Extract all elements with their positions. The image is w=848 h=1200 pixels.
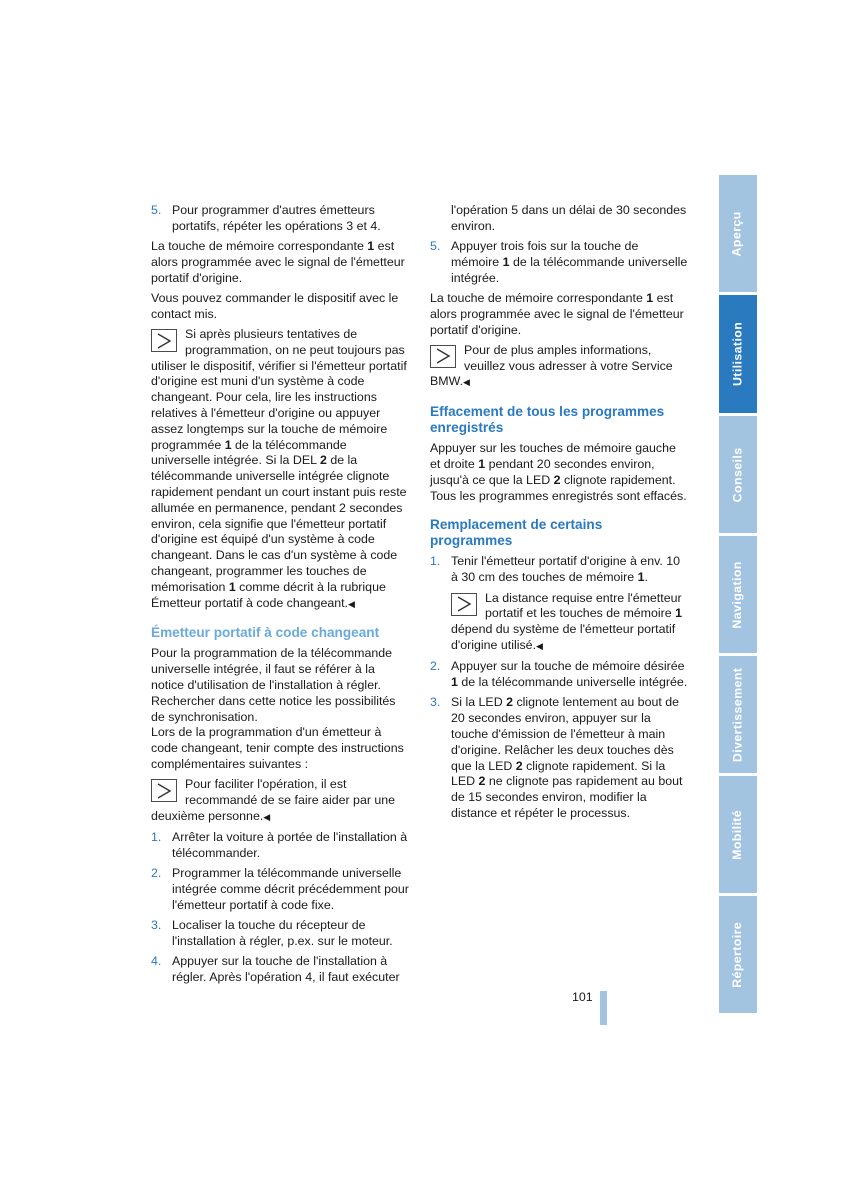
tab-repertoire[interactable] (719, 896, 757, 1013)
list-number: 3. (430, 695, 441, 710)
tab-conseils[interactable] (719, 416, 757, 533)
list-item (151, 830, 409, 862)
end-mark-icon: ◀ (463, 377, 470, 388)
text: Tenir l'émetteur portatif d'origine à env. 10 à 30 cm des touches de mémoire (451, 554, 681, 585)
list-number: 2. (430, 659, 441, 674)
text: Si après plusieurs tentatives de programmation, on ne peut toujours pas utiliser le dispositif, vérifier si l'émetteur portatif d'origine est muni d'un système à code changeant. Pour cela, lire les instructions relatives à l'émetteur d'origine ou appuyer assez longtemps sur la touche de mémoire programmée (151, 327, 407, 452)
text: Appuyer sur la touche de mémoire désirée (451, 659, 685, 674)
list-number: 1. (430, 554, 441, 569)
left-column (151, 203, 409, 990)
ref-number: 2 (553, 472, 561, 487)
note-block (451, 591, 688, 655)
ref-number: 1 (224, 437, 232, 452)
section-heading: Remplacement de certains programmes (430, 517, 603, 549)
list-text: Programmer la télécommande universelle intégrée comme décrit précédemment pour l'émetteur portatif à code fixe. (172, 866, 409, 912)
text: La touche de mémoire correspondante (430, 290, 647, 305)
list-item (430, 239, 688, 286)
text: clignote rapidement. Si la LED (451, 758, 666, 789)
ref-number: 1 (228, 579, 236, 594)
section-tabs (719, 175, 757, 1016)
list-number: 2. (151, 866, 162, 881)
list-text: Pour programmer d'autres émetteurs portatifs, répéter les opérations 3 et 4. (172, 203, 381, 233)
note-arrow-icon (151, 779, 177, 802)
list-text: Arrêter la voiture à portée de l'installation à télécommander. (172, 830, 408, 860)
tab-navigation[interactable] (719, 536, 757, 653)
ref-number: 1 (451, 675, 458, 690)
list-text: Localiser la touche du récepteur de l'installation à régler, p.ex. sur le moteur. (172, 918, 393, 948)
ref-number: 1 (675, 606, 682, 621)
paragraph (151, 239, 409, 286)
text: Pour de plus amples informations, veuillez vous adresser à votre Service BMW. (430, 342, 673, 389)
list-text: l'opération 5 dans un délai de 30 secondes environ. (451, 203, 687, 233)
list-number: 3. (151, 918, 162, 933)
tab-utilisation[interactable] (719, 295, 757, 413)
list-item (151, 203, 409, 235)
tab-label: Navigation (730, 560, 745, 629)
ref-number: 1 (637, 570, 645, 585)
note-arrow-icon (151, 329, 177, 352)
ref-number: 1 (502, 254, 510, 269)
note-block (151, 327, 409, 612)
section-heading: Émetteur portatif à code changeant (151, 625, 380, 641)
list-number: 5. (430, 239, 441, 254)
tab-divertissement[interactable] (719, 656, 757, 773)
text: comme décrit à la rubrique Émetteur portatif à code changeant. (151, 579, 386, 610)
text: de la télécommande universelle intégrée clignote rapidement pendant un court instant puis reste allumée en permanence, pendant 2 secondes environ, cela signifie que l'émetteur portatif d'origine est équipé d'un système à code changeant. Dans le cas d'un système à code changeant, programmer les touches de mémorisation (151, 453, 407, 594)
note-block (430, 343, 688, 391)
note-arrow-icon (451, 593, 477, 616)
paragraph: Lors de la programmation d'un émetteur à code changeant, tenir compte des instructions complémentaires suivantes : (151, 725, 404, 771)
tab-label: Divertissement (730, 667, 745, 762)
ref-number: 1 (478, 457, 486, 472)
note-arrow-icon (430, 345, 456, 368)
list-item (151, 954, 409, 986)
ref-number: 2 (515, 758, 523, 773)
tab-label: Utilisation (730, 321, 745, 387)
ref-number: 2 (478, 774, 486, 789)
text: de la télécommande universelle intégrée. Si la DEL (151, 437, 347, 468)
text: pendant 20 secondes environ, jusqu'à ce que la LED (430, 457, 655, 487)
page-number: 101 (572, 990, 593, 1004)
list-item (430, 554, 688, 586)
tab-mobilite[interactable] (719, 776, 757, 893)
paragraph (430, 441, 688, 504)
tab-label: Aperçu (730, 210, 745, 257)
list-item-continuation (430, 203, 688, 235)
text: Pour faciliter l'opération, il est recommandé de se faire aider par une deuxième personne. (151, 777, 396, 823)
list-item (430, 659, 688, 691)
right-column (430, 203, 688, 826)
text: dépend du système de l'émetteur portatif d'origine utilisé. (451, 622, 676, 652)
text: . (644, 570, 648, 585)
text: La touche de mémoire correspondante (151, 239, 368, 254)
list-text: Appuyer sur la touche de l'installation à régler. Après l'opération 4, il faut exécuter (172, 954, 400, 985)
list-item (430, 695, 688, 821)
text: est alors programmée avec le signal de l'émetteur portatif d'origine. (151, 239, 405, 285)
page-marker-bar (600, 991, 607, 1025)
text: Appuyer sur les touches de mémoire gauche et droite (430, 441, 676, 472)
text: de la télécommande universelle intégrée. (457, 675, 688, 690)
note-block (151, 777, 409, 825)
text: ne clignote pas rapidement au bout de 15 secondes environ, modifier la distance et répéter le processus. (451, 774, 683, 820)
end-mark-icon: ◀ (263, 811, 271, 822)
ref-number: 1 (646, 290, 654, 305)
paragraph: Vous pouvez commander le dispositif avec le contact mis. (151, 290, 399, 321)
text: clignote lentement au bout de 20 secondes environ, appuyer sur la touche d'émission de l'émetteur à main d'origine. Relâcher les deux touches dès que la LED (451, 695, 680, 773)
ref-number: 2 (319, 453, 327, 468)
text: La distance requise entre l'émetteur portatif et les touches de mémoire (485, 590, 682, 621)
text: Appuyer trois fois sur la touche de mémoire (451, 239, 639, 269)
list-number: 4. (151, 954, 162, 969)
end-mark-icon: ◀ (348, 598, 355, 609)
tab-label: Conseils (730, 447, 745, 502)
tab-apercu[interactable] (719, 175, 757, 292)
text: est alors programmée avec le signal de l'émetteur portatif d'origine. (430, 290, 684, 337)
tab-label: Mobilité (730, 809, 745, 860)
end-mark-icon: ◀ (536, 640, 543, 651)
list-item (151, 866, 409, 913)
ref-number: 1 (367, 239, 375, 254)
ref-number: 2 (506, 695, 513, 710)
section-heading: Effacement de tous les programmes enregistrés (430, 404, 665, 436)
paragraph (430, 291, 688, 338)
list-item (151, 918, 409, 950)
list-number: 5. (151, 203, 162, 217)
text: clignote rapidement. Tous les programmes enregistrés sont effacés. (430, 472, 687, 503)
text: Si la LED (451, 695, 507, 710)
tab-label: Répertoire (730, 921, 745, 988)
text: de la télécommande universelle intégrée. (451, 254, 688, 285)
paragraph: Pour la programmation de la télécommande universelle intégrée, il faut se référer à la notice d'utilisation de l'installation à régler. Rechercher dans cette notice les possibilités de synchronisation. (151, 646, 396, 724)
list-number: 1. (151, 830, 162, 845)
